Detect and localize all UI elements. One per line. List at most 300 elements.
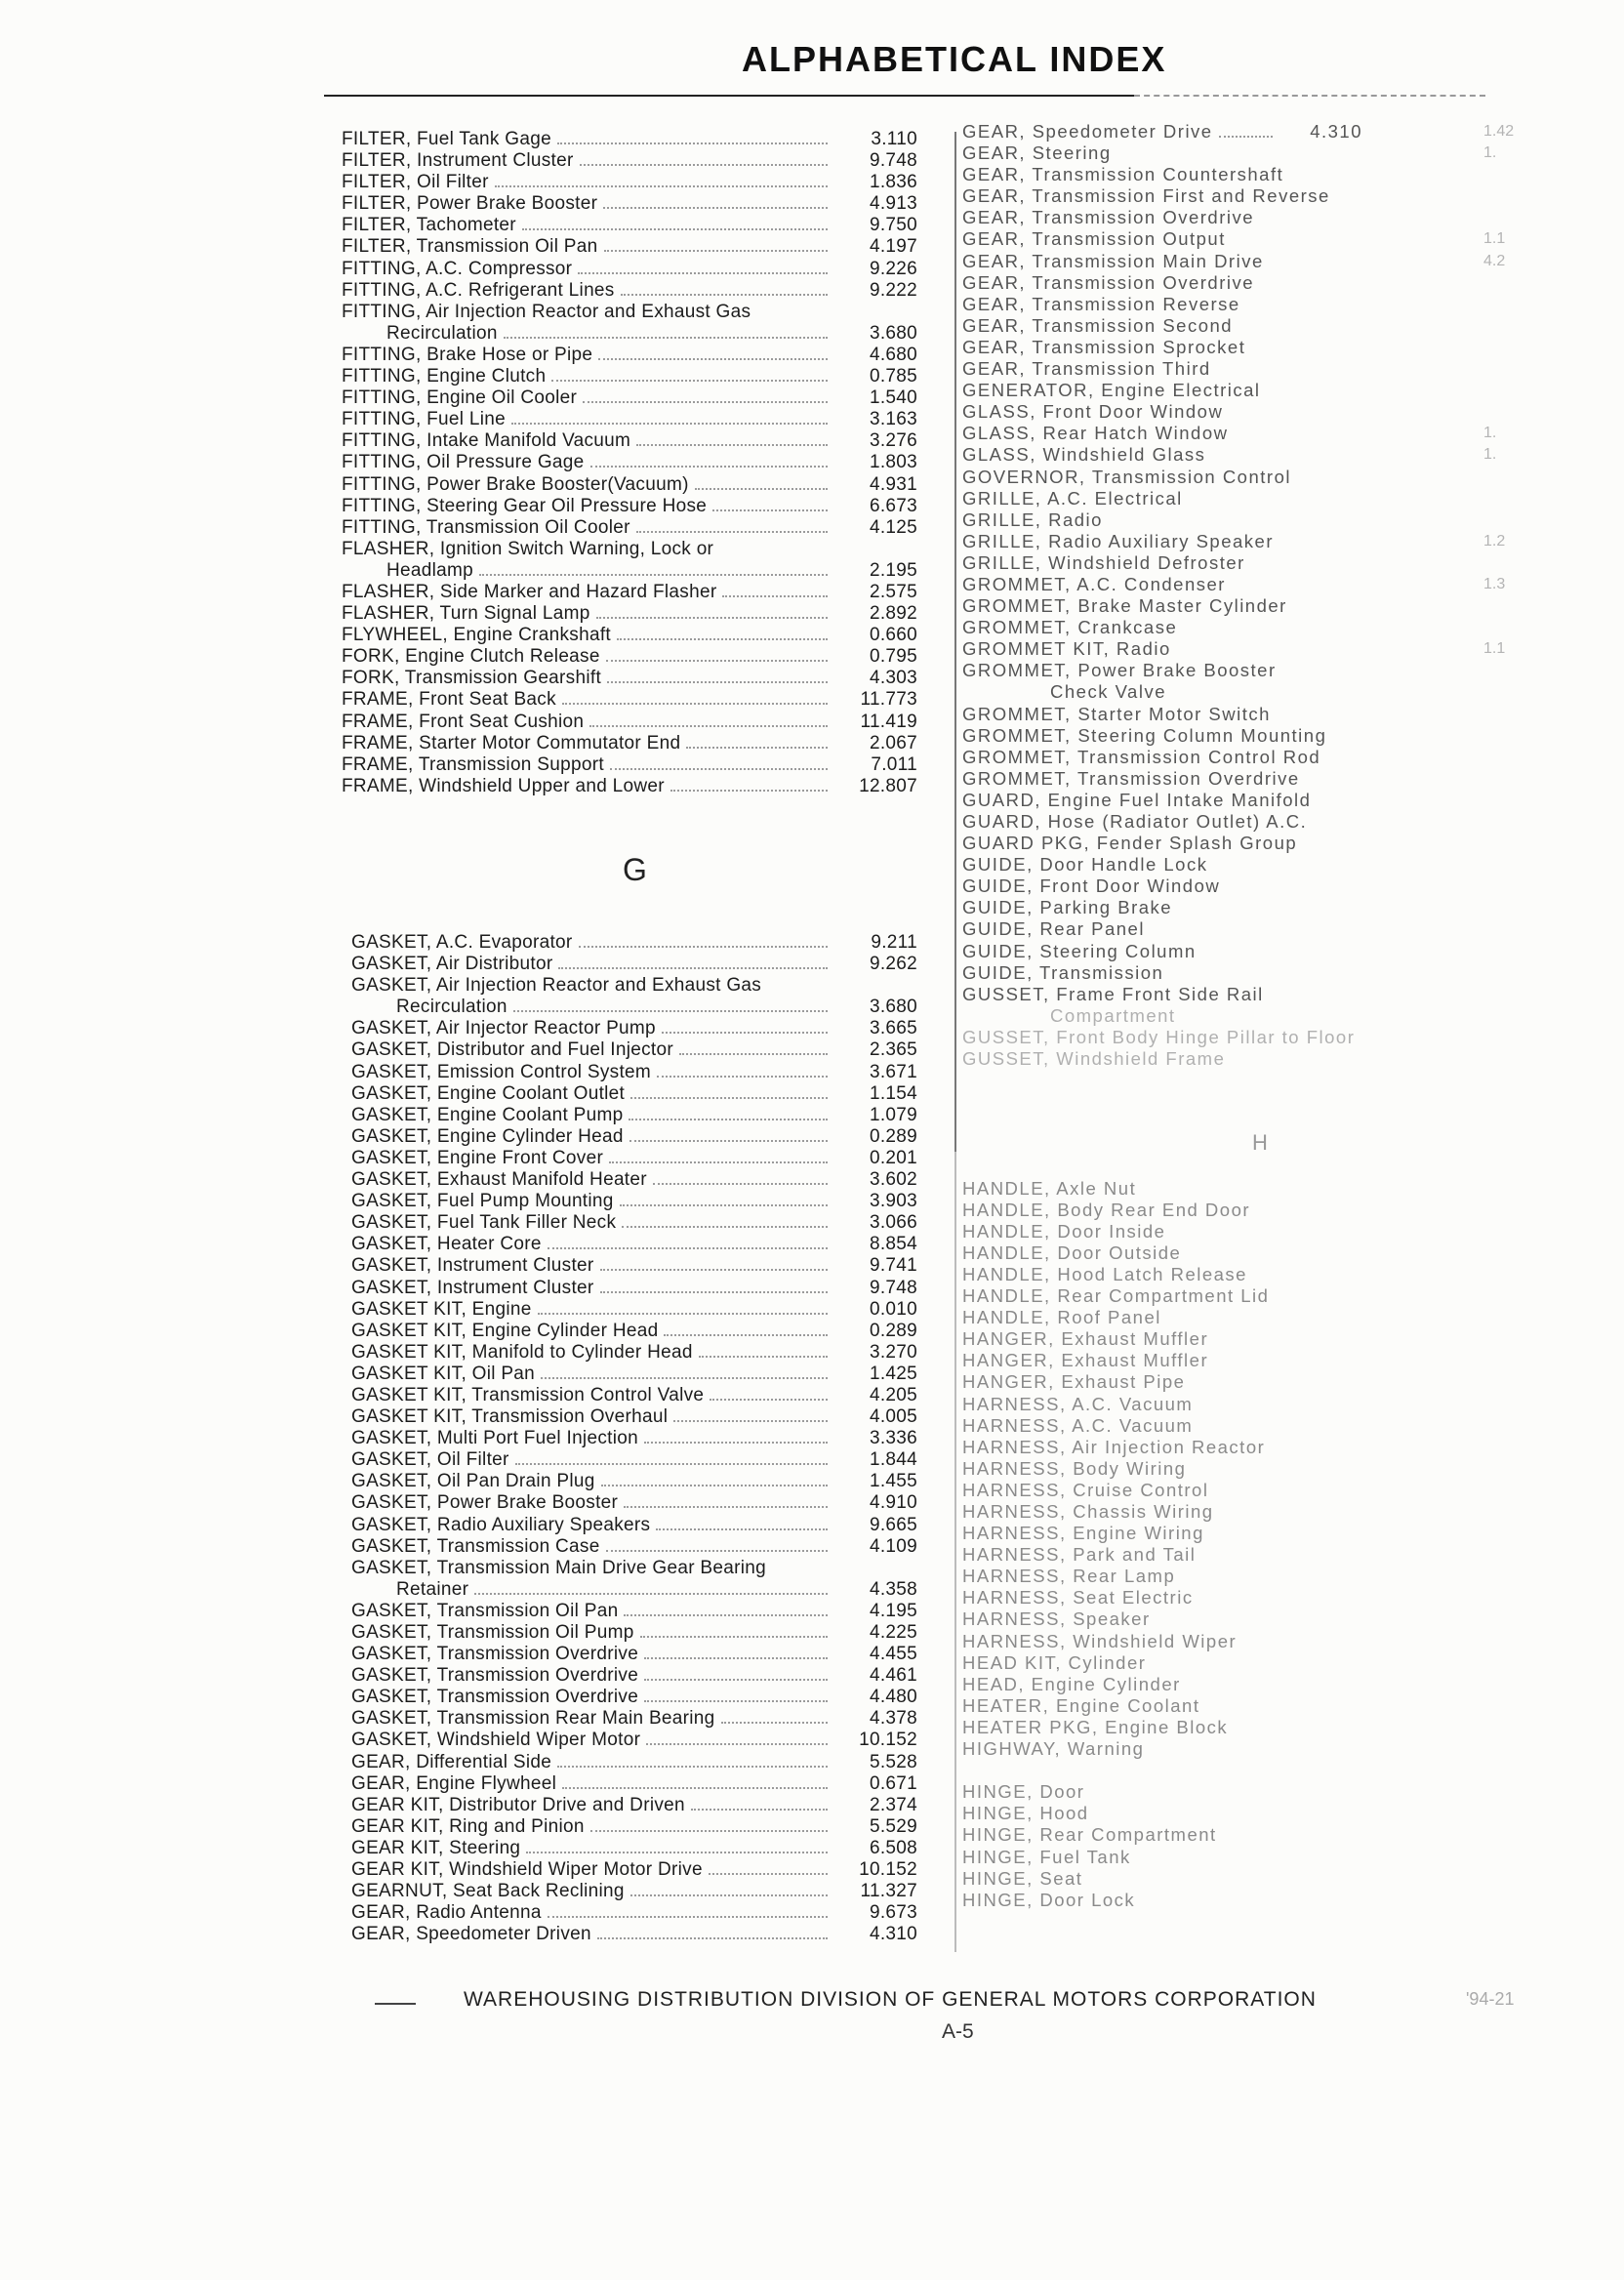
dot-leader [630,1097,828,1099]
entry-page-number: 9.748 [869,1277,917,1298]
index-entry [962,1674,1372,1695]
entry-name: FITTING, Oil Pressure Gage [342,452,585,473]
header-rule-fade [1134,95,1485,97]
entry-name: FLASHER, Ignition Switch Warning, Lock or [342,538,714,559]
dot-leader [1152,1667,1273,1669]
entry-page-number: 3.066 [869,1212,917,1234]
index-entry [962,638,1372,660]
entry-page-number: 2.067 [869,732,917,753]
entry-name: GROMMET, Power Brake Booster [962,660,1277,681]
entry-name: FRAME, Transmission Support [342,753,604,775]
entry-name: HANGER, Exhaust Pipe [962,1371,1186,1393]
dot-leader [606,660,828,662]
dot-leader [1157,1623,1273,1625]
index-entry [342,754,927,776]
edge-mark [1483,207,1542,228]
index-entry [962,1070,1372,1091]
entry-name: HARNESS, A.C. Vacuum [962,1414,1194,1436]
dot-leader [600,1269,828,1271]
dot-leader [699,1356,828,1358]
index-entry [351,1278,927,1299]
entry-name: GROMMET, Transmission Overdrive [962,767,1300,789]
entry-name: HINGE, Fuel Tank [962,1846,1131,1867]
dot-leader [1171,1236,1273,1238]
index-entry [962,1285,1372,1307]
dot-leader [1142,1193,1273,1195]
dot-leader [590,1830,828,1832]
dot-leader [1210,1537,1273,1539]
index-entry [962,1566,1372,1587]
entry-name: GUARD PKG, Fender Splash Group [962,833,1298,854]
dot-leader [644,1700,828,1702]
dot-leader [601,1485,828,1486]
dot-leader [511,423,828,425]
index-entry [342,496,927,517]
entry-name: GLASS, Front Door Window [962,401,1224,423]
index-entry [351,1579,927,1601]
entry-name: GEAR, Speedometer Driven [351,1924,591,1945]
entry-name: GASKET, Power Brake Booster [351,1492,619,1514]
dot-leader [1246,308,1273,310]
index-entry [342,668,927,689]
index-entry [962,1221,1372,1242]
dot-leader [1220,1516,1273,1518]
entry-page-number: 0.660 [869,625,917,646]
entry-name: HEAD KIT, Cylinder [962,1651,1147,1673]
edge-mark: 4.2 [1483,252,1506,269]
dot-leader [1360,1041,1372,1043]
edge-mark: 1.1 [1483,640,1506,658]
index-entry [962,1608,1372,1630]
entry-name: HANDLE, Hood Latch Release [962,1263,1247,1284]
entry-name: Headlamp [386,559,474,581]
index-entry [962,1760,1372,1781]
entry-page-number: 4.310 [1310,121,1362,142]
index-entry [351,1342,927,1364]
dot-leader [1187,1257,1273,1259]
index-column-right [962,121,1372,1911]
index-entry [351,1708,927,1730]
entry-name: GASKET, Transmission Oil Pump [351,1622,634,1643]
entry-name: GASKET, Transmission Case [351,1535,600,1557]
index-entry [351,1471,927,1492]
dot-leader [1219,136,1273,138]
index-entry [962,1890,1372,1911]
index-entry [351,1665,927,1687]
index-entry [342,539,927,560]
dot-leader [709,1873,828,1875]
entry-name: GASKET, Transmission Overdrive [351,1665,639,1687]
entry-name: GEAR, Transmission Output [962,228,1226,250]
entry-name: GASKET, Air Injection Reactor and Exhaust Gas [351,975,762,997]
entry-name: GASKET KIT, Engine [351,1298,532,1320]
dot-leader [526,1852,828,1853]
entry-name: GEAR KIT, Steering [351,1837,521,1858]
index-entry [962,1200,1372,1221]
entry-name: HINGE, Hood [962,1803,1089,1824]
dot-leader [1317,804,1328,806]
dot-leader [1141,1904,1273,1906]
edge-mark: 1. [1483,446,1497,464]
entry-name: GEAR, Transmission First and Reverse [962,185,1330,207]
dot-leader [583,401,828,403]
section-letter-g: G [623,852,647,887]
entry-name: HANDLE, Rear Compartment Lid [962,1285,1270,1307]
entry-name: HINGE, Seat [962,1867,1083,1889]
entry-name: GASKET, Transmission Overdrive [351,1687,639,1708]
dot-leader [636,444,828,446]
index-entry [962,272,1372,294]
edge-mark: 1.1 [1483,230,1506,248]
dot-leader [609,1161,828,1163]
entry-page-number: 9.222 [869,279,917,301]
entry-name: HARNESS, Seat Electric [962,1587,1194,1608]
entry-page-number: 0.671 [869,1772,917,1794]
entry-name: GASKET KIT, Engine Cylinder Head [351,1320,659,1341]
entry-name: GEAR, Transmission Countershaft [962,164,1284,185]
footer-side-mark: '94-21 [1466,1989,1515,2009]
index-entry [351,1364,927,1385]
entry-page-number: 9.673 [869,1902,917,1924]
dot-leader [968,1760,1273,1762]
entry-page-number: 6.673 [869,495,917,516]
entry-name: HARNESS, Engine Wiring [962,1523,1204,1544]
dot-leader [1198,1408,1273,1410]
index-entry [962,1005,1372,1027]
entry-page-number: 4.910 [869,1492,917,1514]
entry-name: GEAR, Transmission Overdrive [962,271,1255,293]
entry-page-number: 11.327 [860,1881,917,1902]
dot-leader [1169,977,1273,979]
dot-leader [622,1226,828,1228]
index-entry [351,1385,927,1406]
index-entry [351,1773,927,1795]
dot-leader [968,1113,1273,1115]
dot-leader [1088,1883,1273,1885]
dot-leader [686,747,828,749]
column-divider-lower [954,1152,956,1952]
entry-name: GASKET KIT, Manifold to Cylinder Head [351,1341,693,1363]
index-entry [342,172,927,193]
dot-leader [968,1157,1273,1159]
entry-name: FITTING, Air Injection Reactor and Exhaust Gas [342,301,751,322]
index-entry [962,1371,1372,1393]
entry-name: GUSSET, Windshield Frame [962,1048,1226,1070]
entry-name: FRAME, Starter Motor Commutator End [342,732,681,753]
index-entry [962,1652,1372,1674]
entry-page-number: 0.201 [869,1147,917,1168]
index-entry [962,1350,1372,1371]
entry-page-number: 3.110 [871,129,917,149]
dot-leader [691,1809,828,1811]
entry-name: GUIDE, Steering Column [962,940,1197,961]
entry-name: Compartment [1050,1004,1176,1026]
index-entry [962,552,1372,574]
entry-page-number: 5.528 [869,1751,917,1772]
entry-page-number: 4.205 [869,1384,917,1405]
dot-leader [630,1894,828,1896]
entry-page-number: 4.480 [869,1687,917,1708]
index-entry [351,954,927,975]
entry-page-number: 9.741 [869,1255,917,1277]
entry-page-number: 11.773 [860,689,917,711]
dot-leader [679,1053,828,1055]
dot-leader [600,1291,828,1293]
entry-name: FITTING, A.C. Compressor [342,258,573,279]
dot-leader [1178,912,1273,914]
entry-page-number: 3.903 [869,1191,917,1212]
index-entry [962,1113,1372,1134]
dot-leader [562,703,828,705]
entry-name: FITTING, Fuel Line [342,409,506,430]
index-entry [342,280,927,302]
edge-mark [1483,337,1542,358]
entry-name: HARNESS, Rear Lamp [962,1566,1176,1587]
dot-leader [968,1134,1273,1136]
index-entry [342,452,927,473]
dot-leader [1205,1710,1273,1712]
dot-leader [662,1032,828,1034]
dot-leader [548,1916,828,1918]
entry-name: HARNESS, Air Injection Reactor [962,1436,1266,1457]
dot-leader [670,790,828,792]
entry-name: FORK, Transmission Gearshift [342,668,602,689]
entry-name: GRILLE, Windshield Defroster [962,551,1245,573]
edge-mark [1483,552,1542,574]
index-entry [962,467,1372,488]
entry-page-number: 11.419 [860,711,917,732]
index-entry [342,302,927,323]
index-entry [351,1039,927,1061]
index-entry [351,1752,927,1773]
entry-page-number: 3.336 [869,1428,917,1449]
dot-leader [620,1204,828,1206]
entry-page-number: 4.225 [869,1622,917,1643]
dot-leader [673,1420,828,1422]
dot-leader [1232,589,1273,590]
entry-name: GUIDE, Door Handle Lock [962,854,1208,875]
entry-page-number: 4.461 [869,1665,917,1687]
entry-name: GLASS, Rear Hatch Window [962,423,1229,444]
index-entry [351,1859,927,1881]
index-entry [962,401,1372,423]
dot-leader [644,1442,828,1444]
entry-page-number: 2.365 [869,1039,917,1061]
index-entry [342,366,927,387]
entry-page-number: 9.226 [869,258,917,279]
entry-page-number: 2.892 [869,603,917,625]
dot-leader [1189,503,1273,505]
entry-name: GENERATOR, Engine Electrical [962,380,1261,401]
entry-name: Retainer [396,1578,469,1600]
dot-leader [1137,1861,1273,1863]
index-entry [962,725,1372,747]
entry-name: GASKET, Transmission Oil Pan [351,1600,619,1621]
index-entry [962,251,1372,272]
entry-name: GASKET, Transmission Main Drive Gear Bearing [351,1557,767,1578]
index-entry [962,1803,1372,1824]
index-entry [962,228,1372,250]
entry-page-number: 3.680 [869,997,917,1018]
entry-name: GRILLE, A.C. Electrical [962,487,1183,509]
index-entry [962,1415,1372,1437]
index-entry [962,1695,1372,1717]
dot-leader [551,380,828,382]
dot-leader [1150,1753,1273,1755]
edge-mark [1483,164,1542,185]
dot-leader [1238,330,1273,332]
entry-name: GASKET, Oil Pan Drain Plug [351,1471,595,1492]
entry-name: GUSSET, Frame Front Side Rail [962,983,1264,1004]
dot-leader [1289,179,1301,181]
dot-leader [1187,1689,1273,1690]
index-entry [962,207,1372,228]
entry-name: GUARD, Hose (Radiator Outlet) A.C. [962,811,1308,832]
dot-leader [712,509,828,511]
dot-leader [721,1722,828,1724]
entry-name: HANDLE, Door Outside [962,1242,1182,1263]
entry-name: GASKET, Engine Coolant Pump [351,1104,624,1125]
dot-leader [624,1614,828,1616]
index-entry [342,625,927,646]
entry-name: FORK, Engine Clutch Release [342,646,600,668]
entry-name: GEAR, Transmission Main Drive [962,250,1264,271]
index-entry [962,531,1372,552]
dot-leader [479,574,828,576]
edge-mark: 1. [1483,144,1497,162]
entry-name: GASKET KIT, Transmission Control Valve [351,1384,705,1405]
entry-page-number: 1.540 [869,387,917,409]
edge-mark [1483,272,1542,294]
entry-page-number: 10.152 [859,1730,917,1751]
entry-name: HARNESS, Speaker [962,1608,1151,1630]
dot-leader [558,967,828,969]
entry-name: GASKET, Oil Filter [351,1449,509,1471]
entry-name: FITTING, Engine Clutch [342,366,547,387]
edge-mark: 1.2 [1483,532,1506,550]
entry-name: FITTING, Engine Oil Cooler [342,387,578,409]
index-entry [342,689,927,711]
dot-leader [1234,1731,1273,1733]
dot-leader [1177,653,1273,655]
entry-name: GASKET, Fuel Pump Mounting [351,1191,614,1212]
entry-name: GROMMET KIT, Radio [962,638,1171,660]
entry-name: FLASHER, Turn Signal Lamp [342,603,590,625]
entry-name: GASKET, A.C. Evaporator [351,932,573,953]
entry-name: GEAR, Engine Flywheel [351,1772,557,1794]
index-entry [351,1902,927,1924]
entry-page-number: 0.785 [869,366,917,387]
dot-leader [644,1679,828,1681]
index-entry [962,833,1372,854]
page-title: ALPHABETICAL INDEX [742,39,1167,79]
index-entry [962,1480,1372,1501]
entry-name: GASKET, Windshield Wiper Motor [351,1730,641,1751]
dot-leader [607,681,828,683]
dot-leader [1275,1300,1286,1302]
index-entry [342,215,927,236]
dot-leader [522,228,828,230]
entry-name: GUIDE, Rear Panel [962,918,1145,940]
index-entry [962,509,1372,531]
dot-leader [578,272,828,274]
entry-name: GROMMET, Transmission Control Rod [962,746,1321,767]
entry-name: FITTING, A.C. Refrigerant Lines [342,279,615,301]
index-entry [342,582,927,603]
index-entry [962,315,1372,337]
index-entry [962,1501,1372,1523]
index-entry [351,932,927,954]
index-entry [962,1264,1372,1285]
entry-name: HARNESS, A.C. Vacuum [962,1393,1194,1414]
dot-leader [1191,1386,1273,1388]
index-entry [342,776,927,797]
entry-page-number: 0.010 [869,1298,917,1320]
index-entry [962,704,1372,725]
index-entry [351,1816,927,1838]
edge-mark [1483,509,1542,531]
entry-page-number: 8.854 [869,1234,917,1255]
entry-page-number: 3.665 [869,1018,917,1039]
dot-leader [1251,351,1273,353]
index-entry [342,409,927,430]
index-entry [962,918,1372,940]
index-entry [342,712,927,733]
dot-leader [1256,1214,1273,1216]
index-entry [351,1321,927,1342]
entry-page-number: 10.152 [859,1859,917,1881]
entry-name: Recirculation [386,322,498,344]
column-divider [954,132,956,1152]
index-entry [351,1687,927,1708]
entry-name: HARNESS, Chassis Wiring [962,1501,1214,1522]
entry-page-number: 4.303 [869,668,917,689]
index-entry [351,1105,927,1126]
entry-name: GROMMET, Steering Column Mounting [962,724,1327,746]
index-entry [342,236,927,258]
entry-page-number: 2.195 [869,559,917,581]
entry-page-number: 4.125 [869,516,917,538]
dot-leader [1213,869,1273,871]
index-entry [351,1449,927,1471]
index-entry [351,997,927,1018]
entry-name: GLASS, Windshield Glass [962,444,1206,466]
index-entry [962,1307,1372,1328]
index-entry [962,962,1372,984]
dot-leader [504,337,828,339]
entry-name: GASKET KIT, Transmission Overhaul [351,1406,669,1428]
dot-leader [1277,718,1288,720]
index-entry [962,1523,1372,1544]
entry-name: GASKET, Transmission Rear Main Bearing [351,1708,715,1730]
dot-leader [1214,1364,1273,1366]
dot-leader [1303,847,1315,849]
index-entry [351,1795,927,1816]
edge-mark [1483,488,1542,509]
edge-mark [1483,401,1542,423]
entry-name: FRAME, Windshield Upper and Lower [342,775,665,796]
entry-page-number: 2.374 [869,1794,917,1815]
entry-name: HANDLE, Door Inside [962,1220,1166,1242]
edge-mark: 1.42 [1483,123,1515,140]
index-entry [962,1738,1372,1760]
dot-leader [557,1766,828,1768]
entry-name: GRILLE, Radio Auxiliary Speaker [962,530,1274,551]
entry-name: FILTER, Instrument Cluster [342,150,574,172]
index-entry [962,1824,1372,1846]
entry-name: FLASHER, Side Marker and Hazard Flasher [342,581,717,602]
entry-name: GEAR, Speedometer Drive [962,121,1213,142]
